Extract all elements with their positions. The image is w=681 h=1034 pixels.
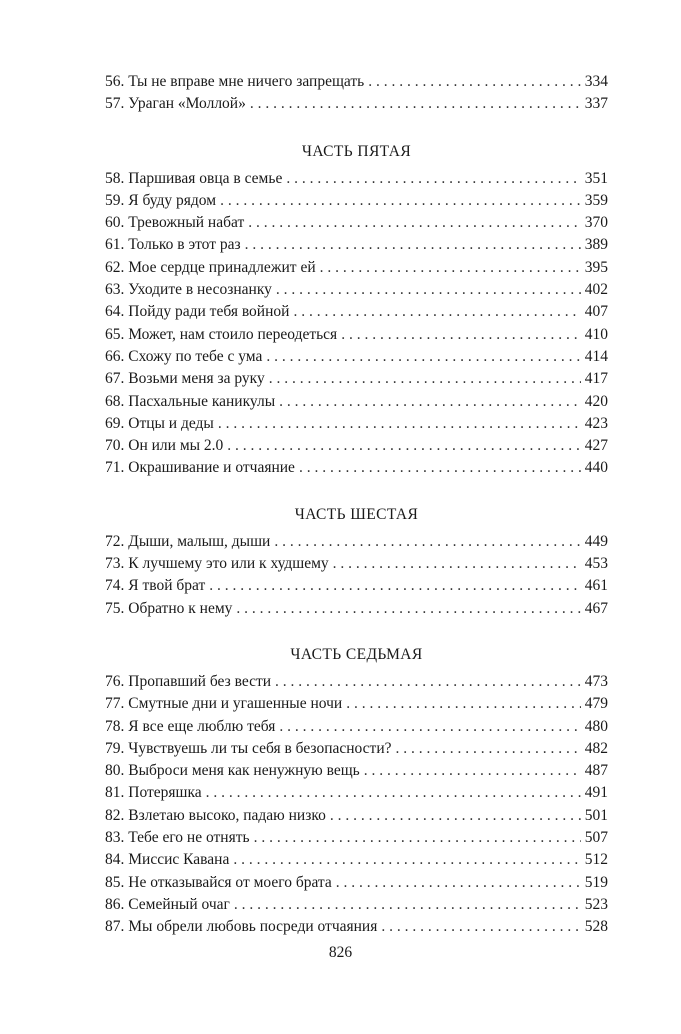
dot-leader [368, 71, 581, 93]
toc-continuation [105, 71, 608, 116]
toc-entry-page: 449 [584, 532, 608, 550]
dot-leader [299, 457, 581, 479]
toc-entry [105, 827, 608, 849]
toc-entry [105, 693, 608, 715]
toc-entry-page: 512 [584, 851, 608, 869]
toc-entry-page: 417 [584, 370, 608, 388]
toc-entry-title: 69. Отцы и деды [105, 414, 214, 432]
toc-entry [105, 391, 608, 413]
part-heading: ЧАСТЬ ШЕСТАЯ [294, 505, 419, 523]
toc-entry [105, 346, 608, 368]
dot-leader [218, 413, 581, 435]
toc-entry-page: 420 [584, 392, 608, 410]
toc-entry-page: 501 [584, 806, 608, 824]
dot-leader [206, 782, 581, 804]
toc-entry-title: 64. Пойду ради тебя войной [105, 303, 290, 321]
toc-entry-title: 81. Потеряшка [105, 784, 202, 802]
dot-leader [269, 368, 581, 390]
dot-leader [274, 531, 580, 553]
dot-leader [381, 916, 580, 938]
toc-entry [105, 234, 608, 256]
toc-entry-page: 410 [584, 325, 608, 343]
toc-entry-page: 519 [584, 873, 608, 891]
toc-entry-page: 528 [584, 918, 608, 936]
toc-entry [105, 716, 608, 738]
toc-entry-page: 467 [584, 599, 608, 617]
toc-entry-title: 76. Пропавший без вести [105, 672, 272, 690]
toc-entry-page: 473 [584, 672, 608, 690]
toc-entry [105, 575, 608, 597]
toc-entry [105, 212, 608, 234]
dot-leader [227, 435, 580, 457]
dot-leader [234, 894, 581, 916]
dot-leader [286, 168, 580, 190]
toc-entry-page: 523 [584, 895, 608, 913]
dot-leader [236, 598, 580, 620]
toc-entry-title: 59. Я буду рядом [105, 191, 217, 209]
toc-entry-title: 85. Не отказывайся от моего брата [105, 873, 332, 891]
toc-entry [105, 413, 608, 435]
toc-entry-title: 68. Пасхальные каникулы [105, 392, 276, 410]
dot-leader [245, 234, 581, 256]
page-number: 826 [328, 944, 353, 961]
toc-entry-page: 427 [584, 437, 608, 455]
toc-entry [105, 257, 608, 279]
toc-entry-page: 334 [584, 73, 608, 90]
toc-entry-title: 62. Мое сердце принадлежит ей [105, 258, 316, 276]
toc-entry-page: 482 [584, 739, 608, 757]
toc-entry [105, 71, 608, 93]
toc-entry-title: 65. Может, нам стоило переодеться [105, 325, 338, 343]
dot-leader [330, 805, 581, 827]
toc-entry-title: 72. Дыши, малыш, дыши [105, 532, 271, 550]
toc-entry-title: 78. Я все еще люблю тебя [105, 717, 276, 735]
toc-entry-title: 61. Только в этот раз [105, 236, 241, 254]
toc-entry [105, 368, 608, 390]
toc-entry-title: 70. Он или мы 2.0 [105, 437, 224, 455]
dot-leader [254, 827, 581, 849]
toc-entry-page: 491 [584, 784, 608, 802]
toc-entry [105, 279, 608, 301]
toc-entry [105, 782, 608, 804]
toc-entry-title: 58. Паршивая овца в семье [105, 169, 283, 187]
toc-entry-page: 487 [584, 762, 608, 780]
toc-entry [105, 301, 608, 323]
toc-entry [105, 457, 608, 479]
toc-entry [105, 93, 608, 115]
toc-entry-page: 337 [584, 95, 608, 113]
toc-entry-page: 389 [584, 236, 608, 254]
toc-entry [105, 738, 608, 760]
toc-entry [105, 894, 608, 916]
toc-entry-page: 359 [584, 191, 608, 209]
dot-leader [320, 257, 581, 279]
toc-entry-page: 407 [584, 303, 608, 321]
toc-entry-title: 86. Семейный очаг [105, 895, 230, 913]
toc-entry-title: 75. Обратно к нему [105, 599, 233, 617]
toc-entry [105, 916, 608, 938]
toc-entry-title: 87. Мы обрели любовь посреди отчаяния [105, 918, 378, 936]
toc-entry-page: 507 [584, 829, 608, 847]
dot-leader [233, 849, 580, 871]
toc-entry-title: 80. Выброси меня как ненужную вещь [105, 762, 360, 780]
toc-entry [105, 671, 608, 693]
toc-entry-page: 370 [584, 214, 608, 232]
dot-leader [250, 93, 581, 115]
toc-entry-title: 57. Ураган «Моллой» [105, 95, 246, 113]
dot-leader [276, 279, 581, 301]
toc-entry-page: 480 [584, 717, 608, 735]
part-six-section [105, 504, 608, 620]
toc-entry-page: 414 [584, 347, 608, 365]
toc-entry-page: 461 [584, 577, 608, 595]
toc-entry [105, 872, 608, 894]
toc-entry-title: 83. Тебе его не отнять [105, 829, 250, 847]
toc-entry-page: 440 [584, 459, 608, 477]
toc-entry-page: 423 [584, 414, 608, 432]
dot-leader [364, 760, 581, 782]
part-five-section [105, 141, 608, 480]
part-seven-section [105, 644, 608, 939]
dot-leader [346, 693, 581, 715]
dot-leader [266, 346, 580, 368]
toc-entry [105, 435, 608, 457]
toc-entry-title: 66. Схожу по тебе с ума [105, 347, 263, 365]
toc-entry-page: 453 [584, 555, 608, 573]
dot-leader [248, 212, 581, 234]
dot-leader [279, 716, 580, 738]
toc-entry [105, 805, 608, 827]
toc-entry-page: 479 [584, 695, 608, 713]
dot-leader [341, 324, 581, 346]
dot-leader [275, 671, 581, 693]
toc-entry [105, 168, 608, 190]
toc-entry-title: 82. Взлетаю высоко, падаю низко [105, 806, 326, 824]
toc-entry [105, 190, 608, 212]
dot-leader [333, 553, 581, 575]
toc-entry-title: 84. Миссис Кавана [105, 851, 230, 869]
toc-entry-page: 395 [584, 258, 608, 276]
table-of-contents [105, 71, 608, 939]
toc-entry-title: 71. Окрашивание и отчаяние [105, 459, 295, 477]
part-heading: ЧАСТЬ СЕДЬМАЯ [290, 645, 423, 663]
toc-entry-title: 73. К лучшему это или к худшему [105, 555, 329, 573]
part-heading: ЧАСТЬ ПЯТАЯ [301, 142, 412, 160]
toc-entry-title: 60. Тревожный набат [105, 214, 245, 232]
dot-leader [220, 190, 581, 212]
dot-leader [209, 575, 580, 597]
dot-leader [336, 872, 581, 894]
dot-leader [396, 738, 581, 760]
toc-entry [105, 553, 608, 575]
toc-entry-title: 63. Уходите в несознанку [105, 281, 272, 299]
toc-entry-page: 402 [584, 281, 608, 299]
toc-entry-title: 56. Ты не вправе мне ничего запрещать [105, 73, 365, 90]
toc-entry [105, 760, 608, 782]
toc-entry-page: 351 [584, 169, 608, 187]
toc-entry-title: 74. Я твой брат [105, 577, 206, 595]
dot-leader [293, 301, 580, 323]
toc-entry [105, 849, 608, 871]
toc-entry [105, 531, 608, 553]
toc-entry [105, 598, 608, 620]
toc-entry-title: 77. Смутные дни и угашенные ночи [105, 695, 343, 713]
toc-entry-title: 79. Чувствуешь ли ты себя в безопасности? [105, 739, 392, 757]
toc-entry [105, 324, 608, 346]
dot-leader [279, 391, 581, 413]
toc-entry-title: 67. Возьми меня за руку [105, 370, 265, 388]
